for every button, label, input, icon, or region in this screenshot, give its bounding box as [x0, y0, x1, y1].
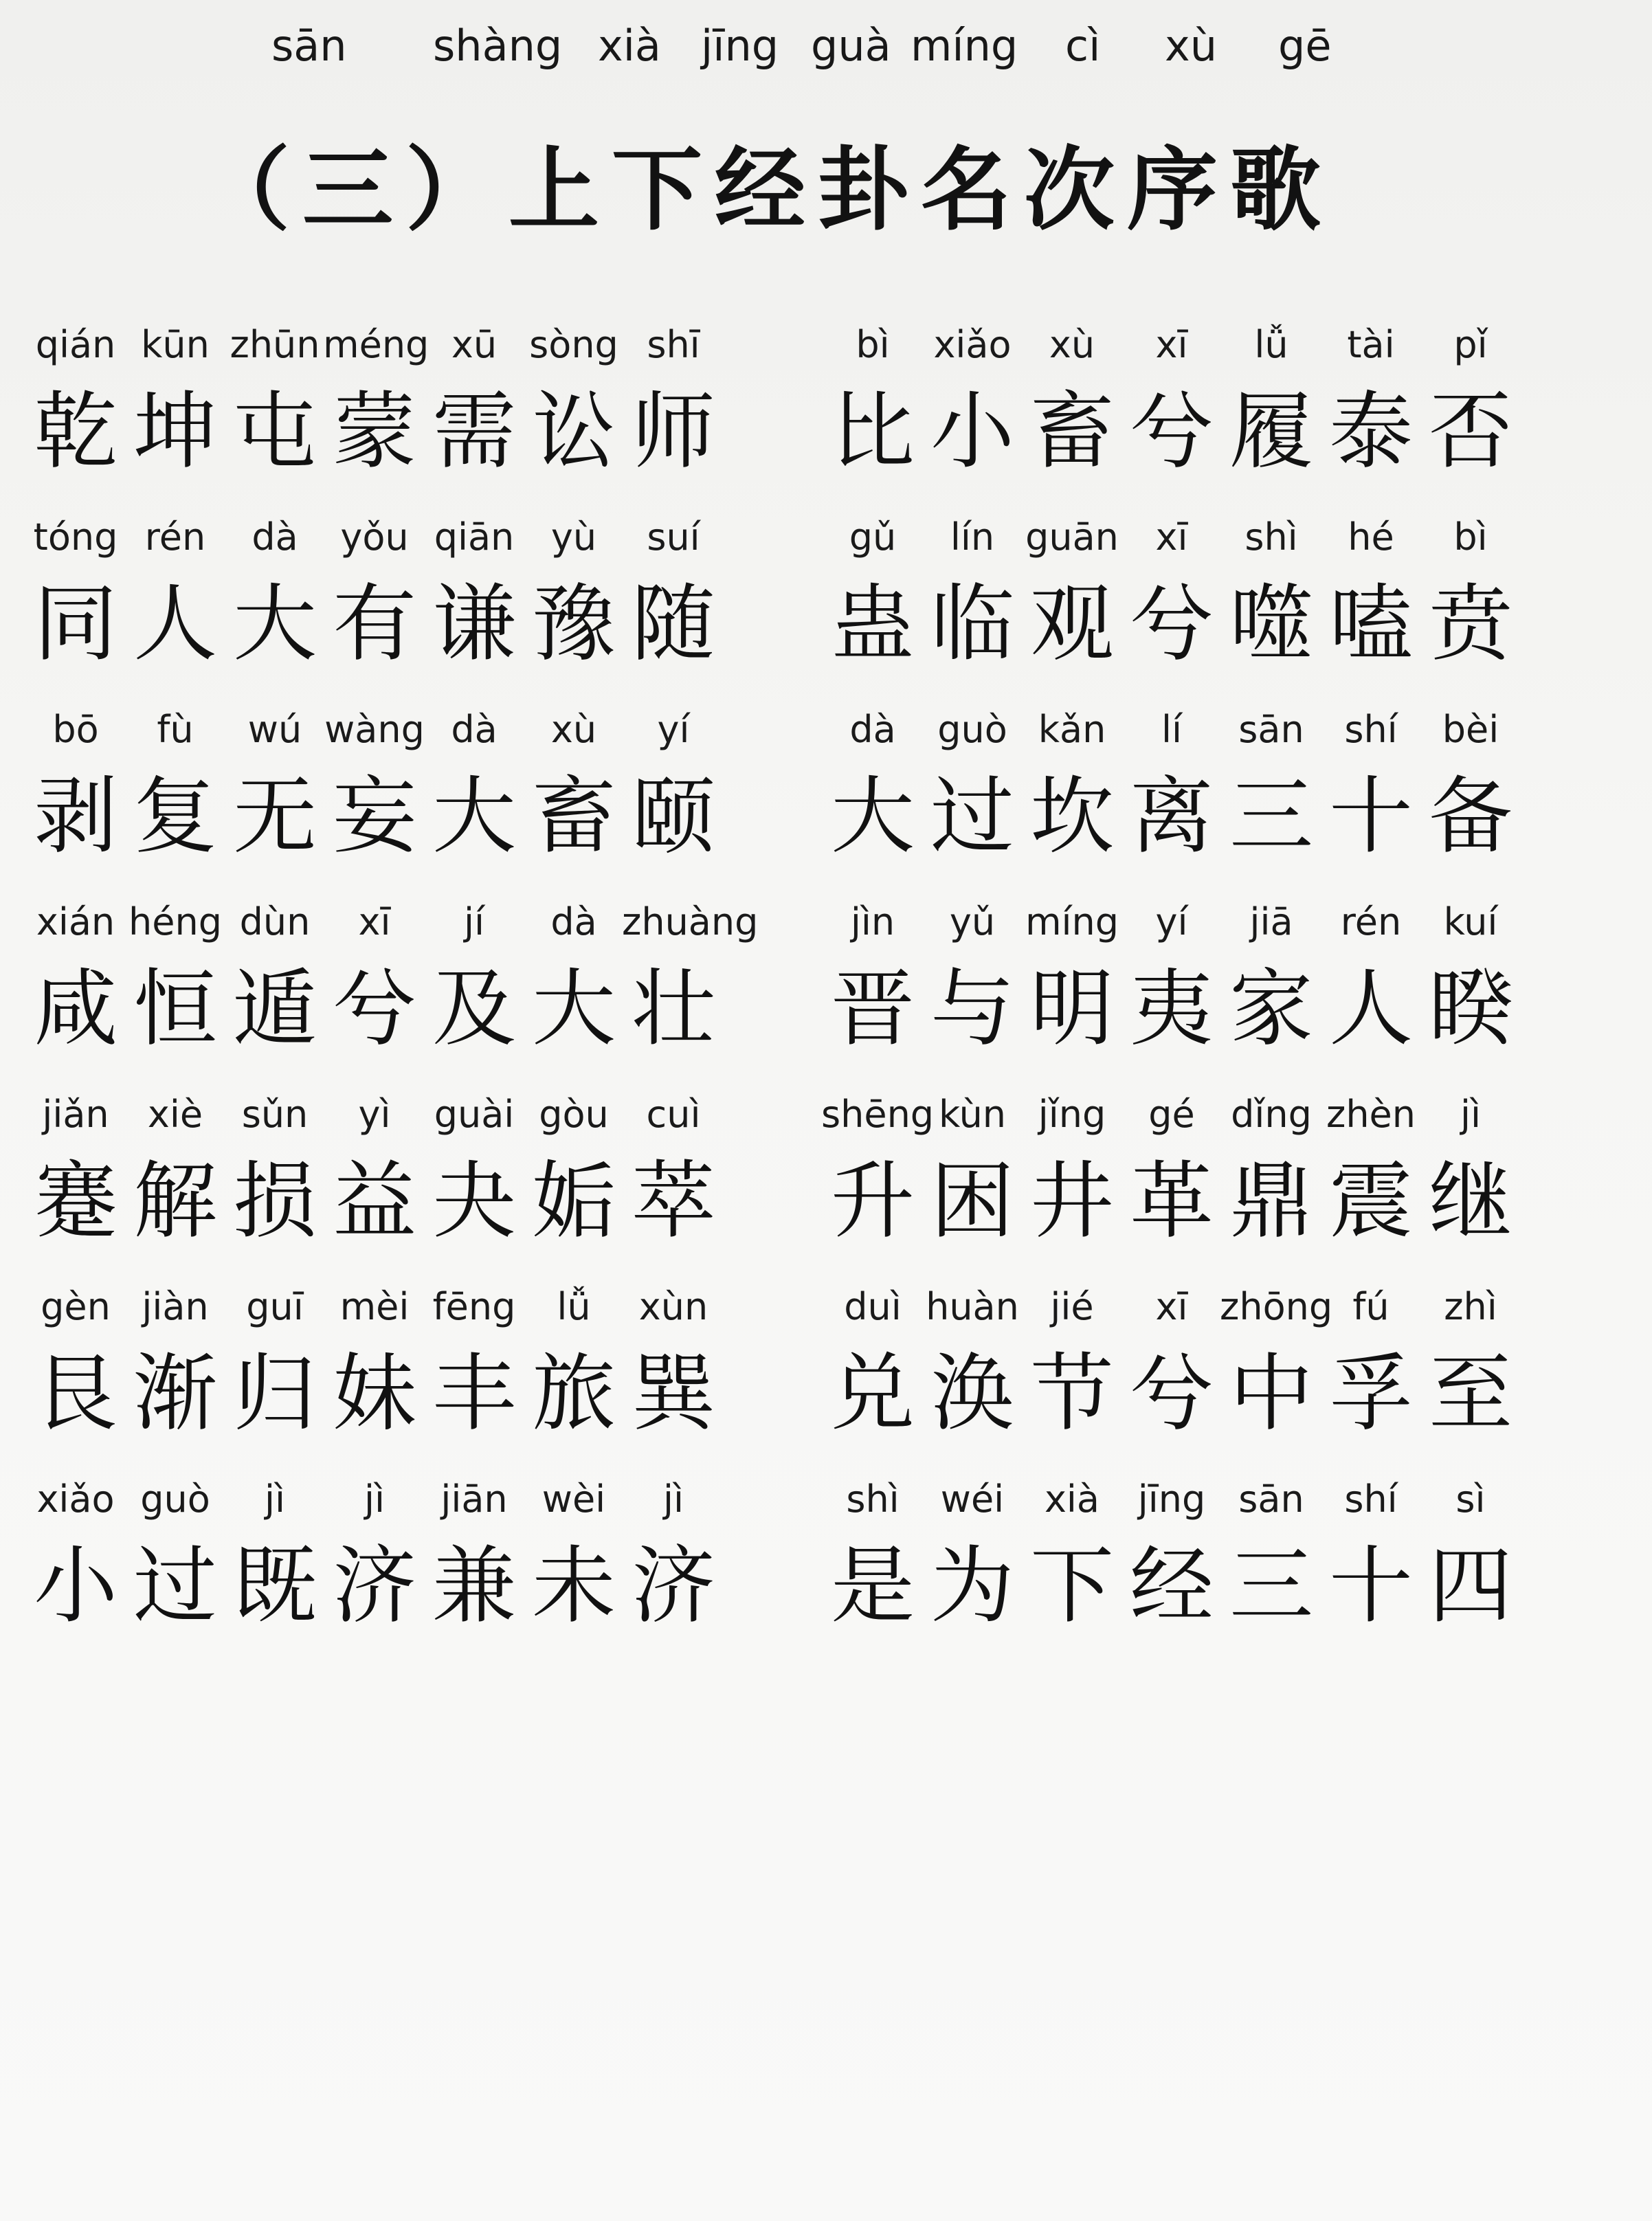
- pinyin-syllable: dǐng: [1231, 1093, 1312, 1136]
- pinyin-syllable: duì: [844, 1285, 902, 1328]
- hanzi-character: 豫: [532, 575, 616, 673]
- pinyin-syllable: jīng: [1137, 1477, 1206, 1521]
- pinyin-syllable: bèi: [1442, 708, 1499, 751]
- pinyin-syllable: sǔn: [241, 1093, 309, 1136]
- hanzi-character: 济: [333, 1537, 416, 1635]
- hanzi-character: 归: [233, 1345, 317, 1442]
- hanzi-character: 乾: [34, 383, 118, 480]
- pinyin-row: [27, 323, 818, 378]
- pinyin-row: [825, 1477, 1615, 1532]
- hanzi-character: 有: [333, 575, 416, 673]
- pinyin-syllable: xī: [358, 900, 391, 944]
- hanzi-character: 三: [1229, 1537, 1313, 1635]
- hanzi-character: 解: [133, 1152, 217, 1250]
- verse-line: [825, 515, 1615, 701]
- pinyin-syllable: jiā: [1249, 900, 1293, 944]
- pinyin-syllable: dà: [849, 708, 896, 751]
- pinyin-syllable: rén: [1340, 900, 1402, 944]
- title-pinyin: guà: [811, 21, 891, 71]
- hanzi-character: 蒙: [333, 383, 416, 480]
- hanzi-character: 蹇: [34, 1152, 118, 1250]
- pinyin-syllable: gǔ: [849, 515, 897, 559]
- verse-line: [825, 1285, 1615, 1471]
- pinyin-syllable: xià: [1044, 1477, 1100, 1521]
- pinyin-syllable: yí: [657, 708, 690, 751]
- pinyin-syllable: bì: [856, 323, 890, 366]
- title-pinyin: xià: [598, 21, 661, 71]
- hanzi-character: 兮: [1130, 575, 1214, 673]
- hanzi-character: 兑: [831, 1345, 915, 1442]
- hanzi-row: [825, 576, 1615, 679]
- hanzi-character: 萃: [632, 1152, 715, 1250]
- pinyin-row: [27, 900, 818, 955]
- hanzi-character: 备: [1429, 768, 1513, 865]
- hanzi-row: [27, 961, 818, 1064]
- hanzi-character: 旅: [532, 1345, 616, 1442]
- hanzi-character: 妄: [333, 768, 416, 865]
- hanzi-character: 家: [1229, 960, 1313, 1058]
- pinyin-syllable: huàn: [926, 1285, 1019, 1328]
- verse-line: [27, 323, 818, 509]
- hanzi-character: 损: [233, 1152, 317, 1250]
- hanzi-character: 既: [233, 1537, 317, 1635]
- hanzi-character: 屯: [233, 383, 317, 480]
- pinyin-syllable: jì: [662, 1477, 684, 1521]
- hanzi-character: 剥: [34, 768, 118, 865]
- title-pinyin: sān: [271, 21, 347, 71]
- hanzi-character: 随: [632, 575, 715, 673]
- pinyin-syllable: jì: [1460, 1093, 1481, 1136]
- pinyin-syllable: qián: [35, 323, 116, 366]
- pinyin-syllable: kùn: [938, 1093, 1007, 1136]
- hanzi-row: [27, 1153, 818, 1256]
- pinyin-syllable: jì: [364, 1477, 385, 1521]
- hanzi-character: 经: [1130, 1537, 1214, 1635]
- title-pinyin: jīng: [701, 21, 779, 71]
- hanzi-character: 讼: [532, 383, 616, 480]
- pinyin-syllable: zhì: [1444, 1285, 1497, 1328]
- hanzi-character: 十: [1329, 1537, 1413, 1635]
- hanzi-character: 人: [133, 575, 217, 673]
- pinyin-syllable: gòu: [539, 1093, 609, 1136]
- pinyin-syllable: guài: [434, 1093, 515, 1136]
- hanzi-row: [27, 1346, 818, 1449]
- hanzi-character: 小: [930, 383, 1014, 480]
- pinyin-syllable: xī: [1155, 323, 1188, 366]
- hanzi-character: 大: [831, 768, 915, 865]
- pinyin-row: [27, 1477, 818, 1532]
- pinyin-row: [27, 515, 818, 570]
- hanzi-character: 渐: [133, 1345, 217, 1442]
- pinyin-syllable: xùn: [638, 1285, 708, 1328]
- title-pinyin: xù: [1165, 21, 1217, 71]
- pinyin-syllable: kuí: [1443, 900, 1498, 944]
- hanzi-character: 同: [34, 575, 118, 673]
- pinyin-syllable: tóng: [33, 515, 118, 559]
- pinyin-syllable: lín: [950, 515, 995, 559]
- pinyin-syllable: qiān: [434, 515, 515, 559]
- hanzi-character: 无: [233, 768, 317, 865]
- hanzi-character: 未: [532, 1537, 616, 1635]
- hanzi-character: 晋: [831, 960, 915, 1058]
- hanzi-character: 嗑: [1329, 575, 1413, 673]
- hanzi-character: 巽: [632, 1345, 715, 1442]
- hanzi-character: 坎: [1030, 768, 1114, 865]
- hanzi-character: 畜: [532, 768, 616, 865]
- hanzi-row: [825, 1153, 1615, 1256]
- hanzi-character: 三: [1229, 768, 1313, 865]
- hanzi-character: 十: [1329, 768, 1413, 865]
- pinyin-row: [821, 1093, 1615, 1148]
- pinyin-syllable: sì: [1455, 1477, 1486, 1521]
- pinyin-syllable: bì: [1453, 515, 1488, 559]
- hanzi-character: 至: [1429, 1345, 1513, 1442]
- pinyin-syllable: xī: [1155, 1285, 1188, 1328]
- pinyin-syllable: shí: [1344, 708, 1398, 751]
- hanzi-character: 师: [632, 383, 715, 480]
- pinyin-syllable: yǒu: [340, 515, 409, 559]
- hanzi-character: 革: [1130, 1152, 1214, 1250]
- hanzi-character: 是: [831, 1537, 915, 1635]
- hanzi-character: 妹: [333, 1345, 416, 1442]
- hanzi-character: 夬: [432, 1152, 516, 1250]
- pinyin-syllable: jiǎn: [42, 1093, 109, 1136]
- pinyin-syllable: méng: [323, 323, 429, 366]
- hanzi-character: 困: [930, 1152, 1014, 1250]
- pinyin-syllable: xù: [1049, 323, 1095, 366]
- hanzi-character: 中: [1229, 1345, 1313, 1442]
- pinyin-syllable: pǐ: [1453, 323, 1488, 366]
- verse-line: [27, 1093, 818, 1278]
- hanzi-character: 离: [1130, 768, 1214, 865]
- hanzi-character: 下: [1030, 1537, 1114, 1635]
- hanzi-character: 鼎: [1229, 1152, 1313, 1250]
- hanzi-character: 兮: [1130, 1345, 1214, 1442]
- pinyin-syllable: mèi: [339, 1285, 410, 1328]
- verse-line: [27, 515, 818, 701]
- pinyin-syllable: dà: [550, 900, 597, 944]
- verse-line: [825, 900, 1615, 1086]
- hanzi-row: [27, 1538, 818, 1641]
- pinyin-syllable: wú: [247, 708, 302, 751]
- pinyin-syllable: jiān: [440, 1477, 508, 1521]
- pinyin-syllable: guò: [937, 708, 1007, 751]
- pinyin-row: [27, 1285, 818, 1340]
- pinyin-syllable: xī: [1155, 515, 1188, 559]
- pinyin-syllable: kǎn: [1038, 708, 1106, 751]
- hanzi-character: 升: [831, 1152, 915, 1250]
- pinyin-syllable: xián: [36, 900, 115, 944]
- hanzi-character: 大: [233, 575, 317, 673]
- hanzi-character: 需: [432, 383, 516, 480]
- pinyin-syllable: gé: [1148, 1093, 1195, 1136]
- hanzi-character: 艮: [34, 1345, 118, 1442]
- title-pinyin: cì: [1065, 21, 1101, 71]
- hanzi-character: 济: [632, 1537, 715, 1635]
- hanzi-row: [27, 768, 818, 871]
- pinyin-syllable: yí: [1155, 900, 1188, 944]
- hanzi-character: 兼: [432, 1537, 516, 1635]
- pinyin-syllable: guò: [140, 1477, 210, 1521]
- verse-line: [825, 1477, 1615, 1663]
- hanzi-character: 噬: [1229, 575, 1313, 673]
- hanzi-character: 过: [930, 768, 1014, 865]
- pinyin-syllable: gèn: [41, 1285, 111, 1328]
- pinyin-syllable: hé: [1348, 515, 1394, 559]
- verse-line: [27, 900, 818, 1086]
- pinyin-syllable: yǔ: [949, 900, 996, 944]
- hanzi-character: 蛊: [831, 575, 915, 673]
- hanzi-character: 否: [1429, 383, 1513, 480]
- verse-line: [27, 708, 818, 893]
- pinyin-syllable: dà: [451, 708, 498, 751]
- verse-line: [825, 708, 1615, 893]
- pinyin-syllable: xū: [451, 323, 498, 366]
- pinyin-syllable: fēng: [432, 1285, 516, 1328]
- pinyin-syllable: wèi: [542, 1477, 606, 1521]
- pinyin-syllable: xiǎo: [933, 323, 1012, 366]
- hanzi-character: 兮: [1130, 383, 1214, 480]
- pinyin-row: [825, 515, 1615, 570]
- hanzi-character: 与: [930, 960, 1014, 1058]
- pinyin-row: [27, 708, 818, 763]
- pinyin-syllable: jìn: [850, 900, 895, 944]
- hanzi-character: 贲: [1429, 575, 1513, 673]
- pinyin-syllable: xiè: [147, 1093, 203, 1136]
- pinyin-syllable: tài: [1347, 323, 1395, 366]
- hanzi-character: 谦: [432, 575, 516, 673]
- hanzi-row: [825, 1346, 1615, 1449]
- hanzi-character: 复: [133, 768, 217, 865]
- pinyin-syllable: bō: [52, 708, 99, 751]
- hanzi-character: 四: [1429, 1537, 1513, 1635]
- pinyin-row: [825, 1285, 1615, 1340]
- pinyin-syllable: yì: [358, 1093, 391, 1136]
- pinyin-row: [825, 323, 1615, 378]
- verse-line: [821, 1093, 1615, 1278]
- pinyin-syllable: xù: [550, 708, 597, 751]
- pinyin-syllable: shēng: [821, 1093, 935, 1136]
- pinyin-syllable: lǚ: [557, 1285, 591, 1328]
- pinyin-syllable: jì: [264, 1477, 285, 1521]
- hanzi-character: 比: [831, 383, 915, 480]
- pinyin-syllable: yù: [550, 515, 597, 559]
- pinyin-syllable: wéi: [940, 1477, 1005, 1521]
- hanzi-character: 坤: [133, 383, 217, 480]
- pinyin-syllable: shì: [1244, 515, 1298, 559]
- pinyin-syllable: shì: [846, 1477, 900, 1521]
- pinyin-syllable: sòng: [529, 323, 618, 366]
- pinyin-syllable: héng: [129, 900, 222, 944]
- pinyin-syllable: jí: [463, 900, 484, 944]
- pinyin-syllable: jǐng: [1038, 1093, 1106, 1136]
- title-pinyin: shàng: [433, 21, 563, 71]
- hanzi-row: [27, 576, 818, 679]
- pinyin-syllable: wàng: [324, 708, 425, 751]
- hanzi-character: 及: [432, 960, 516, 1058]
- pinyin-syllable: shí: [1344, 1477, 1398, 1521]
- hanzi-character: 益: [333, 1152, 416, 1250]
- pinyin-syllable: zhōng: [1220, 1285, 1333, 1328]
- pinyin-syllable: sān: [1238, 1477, 1304, 1521]
- hanzi-character: 观: [1030, 575, 1114, 673]
- hanzi-character: 姤: [532, 1152, 616, 1250]
- pinyin-syllable: guān: [1025, 515, 1119, 559]
- hanzi-row: [825, 383, 1615, 487]
- pinyin-syllable: sān: [1238, 708, 1304, 751]
- pinyin-syllable: míng: [1025, 900, 1119, 944]
- hanzi-character: 涣: [930, 1345, 1014, 1442]
- hanzi-character: 大: [532, 960, 616, 1058]
- pinyin-syllable: jié: [1050, 1285, 1094, 1328]
- pinyin-row: [825, 708, 1615, 763]
- hanzi-character: 履: [1229, 383, 1313, 480]
- hanzi-character: 孚: [1329, 1345, 1413, 1442]
- hanzi-character: 明: [1030, 960, 1114, 1058]
- verse-line: [825, 323, 1615, 509]
- pinyin-syllable: zhèn: [1326, 1093, 1416, 1136]
- hanzi-character: 小: [34, 1537, 118, 1635]
- hanzi-character: 继: [1429, 1152, 1513, 1250]
- hanzi-character: 节: [1030, 1345, 1114, 1442]
- hanzi-character: 过: [133, 1537, 217, 1635]
- hanzi-character: 遁: [233, 960, 317, 1058]
- title-pinyin: míng: [911, 21, 1018, 71]
- pinyin-syllable: lí: [1161, 708, 1182, 751]
- hanzi-character: 兮: [333, 960, 416, 1058]
- hanzi-character: 畜: [1030, 383, 1114, 480]
- pinyin-row: [825, 900, 1615, 955]
- hanzi-row: [825, 1538, 1615, 1641]
- hanzi-character: 睽: [1429, 960, 1513, 1058]
- pinyin-syllable: xiǎo: [36, 1477, 115, 1521]
- hanzi-character: 临: [930, 575, 1014, 673]
- hanzi-character: 大: [432, 768, 516, 865]
- hanzi-character: 夷: [1130, 960, 1214, 1058]
- title-pinyin: gē: [1278, 21, 1332, 71]
- hanzi-row: [825, 768, 1615, 871]
- hanzi-row: [27, 383, 818, 487]
- hanzi-character: 震: [1329, 1152, 1413, 1250]
- hanzi-character: 人: [1329, 960, 1413, 1058]
- pinyin-syllable: fú: [1352, 1285, 1389, 1328]
- pinyin-syllable: fù: [157, 708, 194, 751]
- pinyin-syllable: rén: [144, 515, 206, 559]
- pinyin-syllable: cuì: [646, 1093, 701, 1136]
- verse-line: [27, 1285, 818, 1471]
- verse-line: [27, 1477, 818, 1663]
- pinyin-syllable: guī: [246, 1285, 304, 1328]
- pinyin-syllable: shī: [647, 323, 700, 366]
- hanzi-character: 为: [930, 1537, 1014, 1635]
- pinyin-syllable: zhūn: [230, 323, 320, 366]
- hanzi-character: 井: [1030, 1152, 1114, 1250]
- hanzi-character: 恒: [133, 960, 217, 1058]
- pinyin-row: [27, 1093, 818, 1148]
- hanzi-character: 泰: [1329, 383, 1413, 480]
- page-title: （三）上下经卦名次序歌: [199, 137, 1333, 243]
- pinyin-syllable: suí: [647, 515, 700, 559]
- pinyin-syllable: zhuàng: [622, 900, 759, 944]
- hanzi-character: 壮: [632, 960, 715, 1058]
- hanzi-row: [825, 961, 1615, 1064]
- pinyin-syllable: lǚ: [1254, 323, 1288, 366]
- hanzi-character: 咸: [34, 960, 118, 1058]
- pinyin-syllable: dà: [252, 515, 298, 559]
- pinyin-syllable: jiàn: [142, 1285, 209, 1328]
- pinyin-syllable: dùn: [239, 900, 311, 944]
- hanzi-character: 颐: [632, 768, 715, 865]
- pinyin-syllable: kūn: [141, 323, 210, 366]
- hanzi-character: 丰: [432, 1345, 516, 1442]
